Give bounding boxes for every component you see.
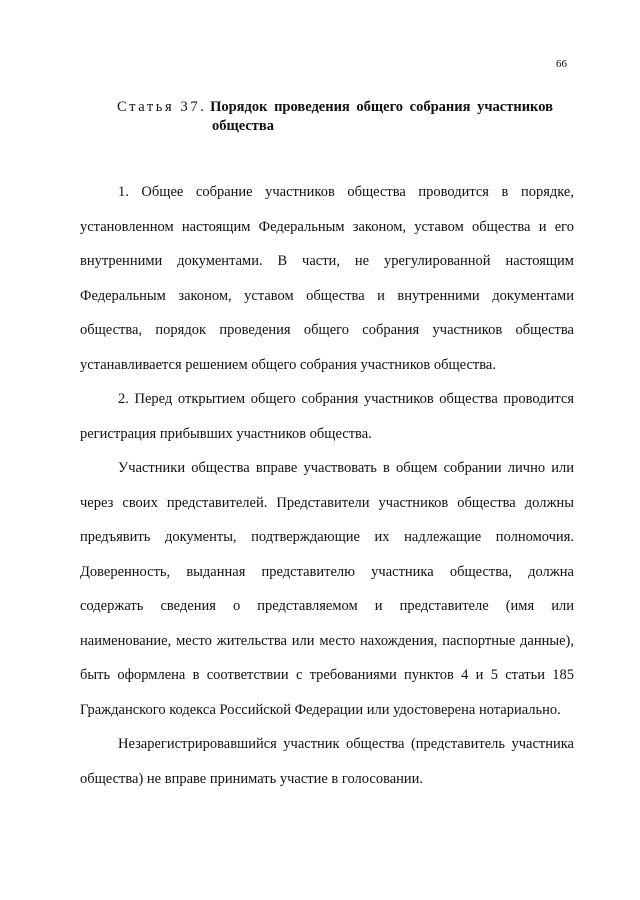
paragraph-2: 2. Перед открытием общего собрания участников общества проводится регистрация прибывших участников общества. xyxy=(80,391,574,442)
article-heading xyxy=(117,98,587,136)
paragraph-4: Незарегистрировавшийся участник общества (представитель участника общества) не вправе принимать участие в голосовании. xyxy=(80,736,574,787)
article-title: Порядок проведения общего собрания участников xyxy=(210,99,553,115)
paragraph-1: 1. Общее собрание участников общества проводится в порядке, установленном настоящим Федеральным законом, уставом общества и его внутренними документами. В части, не урегулированной настоящим Федеральным законом, уставом общества и внутренними документами общества, порядок проведения общего собрания участников общества устанавливается решением общего собрания участников общества. xyxy=(80,184,574,373)
article-body xyxy=(80,175,574,796)
page-number: 66 xyxy=(556,58,567,70)
article-title-continuation: общества xyxy=(212,118,274,134)
article-label: Статья 37. xyxy=(117,99,207,115)
paragraph-3: Участники общества вправе участвовать в общем собрании лично или через своих представителей. Представители участников общества должны предъявить документы, подтверждающие их надлежащие полномочия. Доверенность, выданная представителю участника общества, должна содержать сведения о представляемом и представителе (имя или наименование, место жительства или место нахождения, паспортные данные), быть оформлена в соответствии с требованиями пунктов 4 и 5 статьи 185 Гражданского кодекса Российской Федерации или удостоверена нотариально. xyxy=(80,460,574,718)
